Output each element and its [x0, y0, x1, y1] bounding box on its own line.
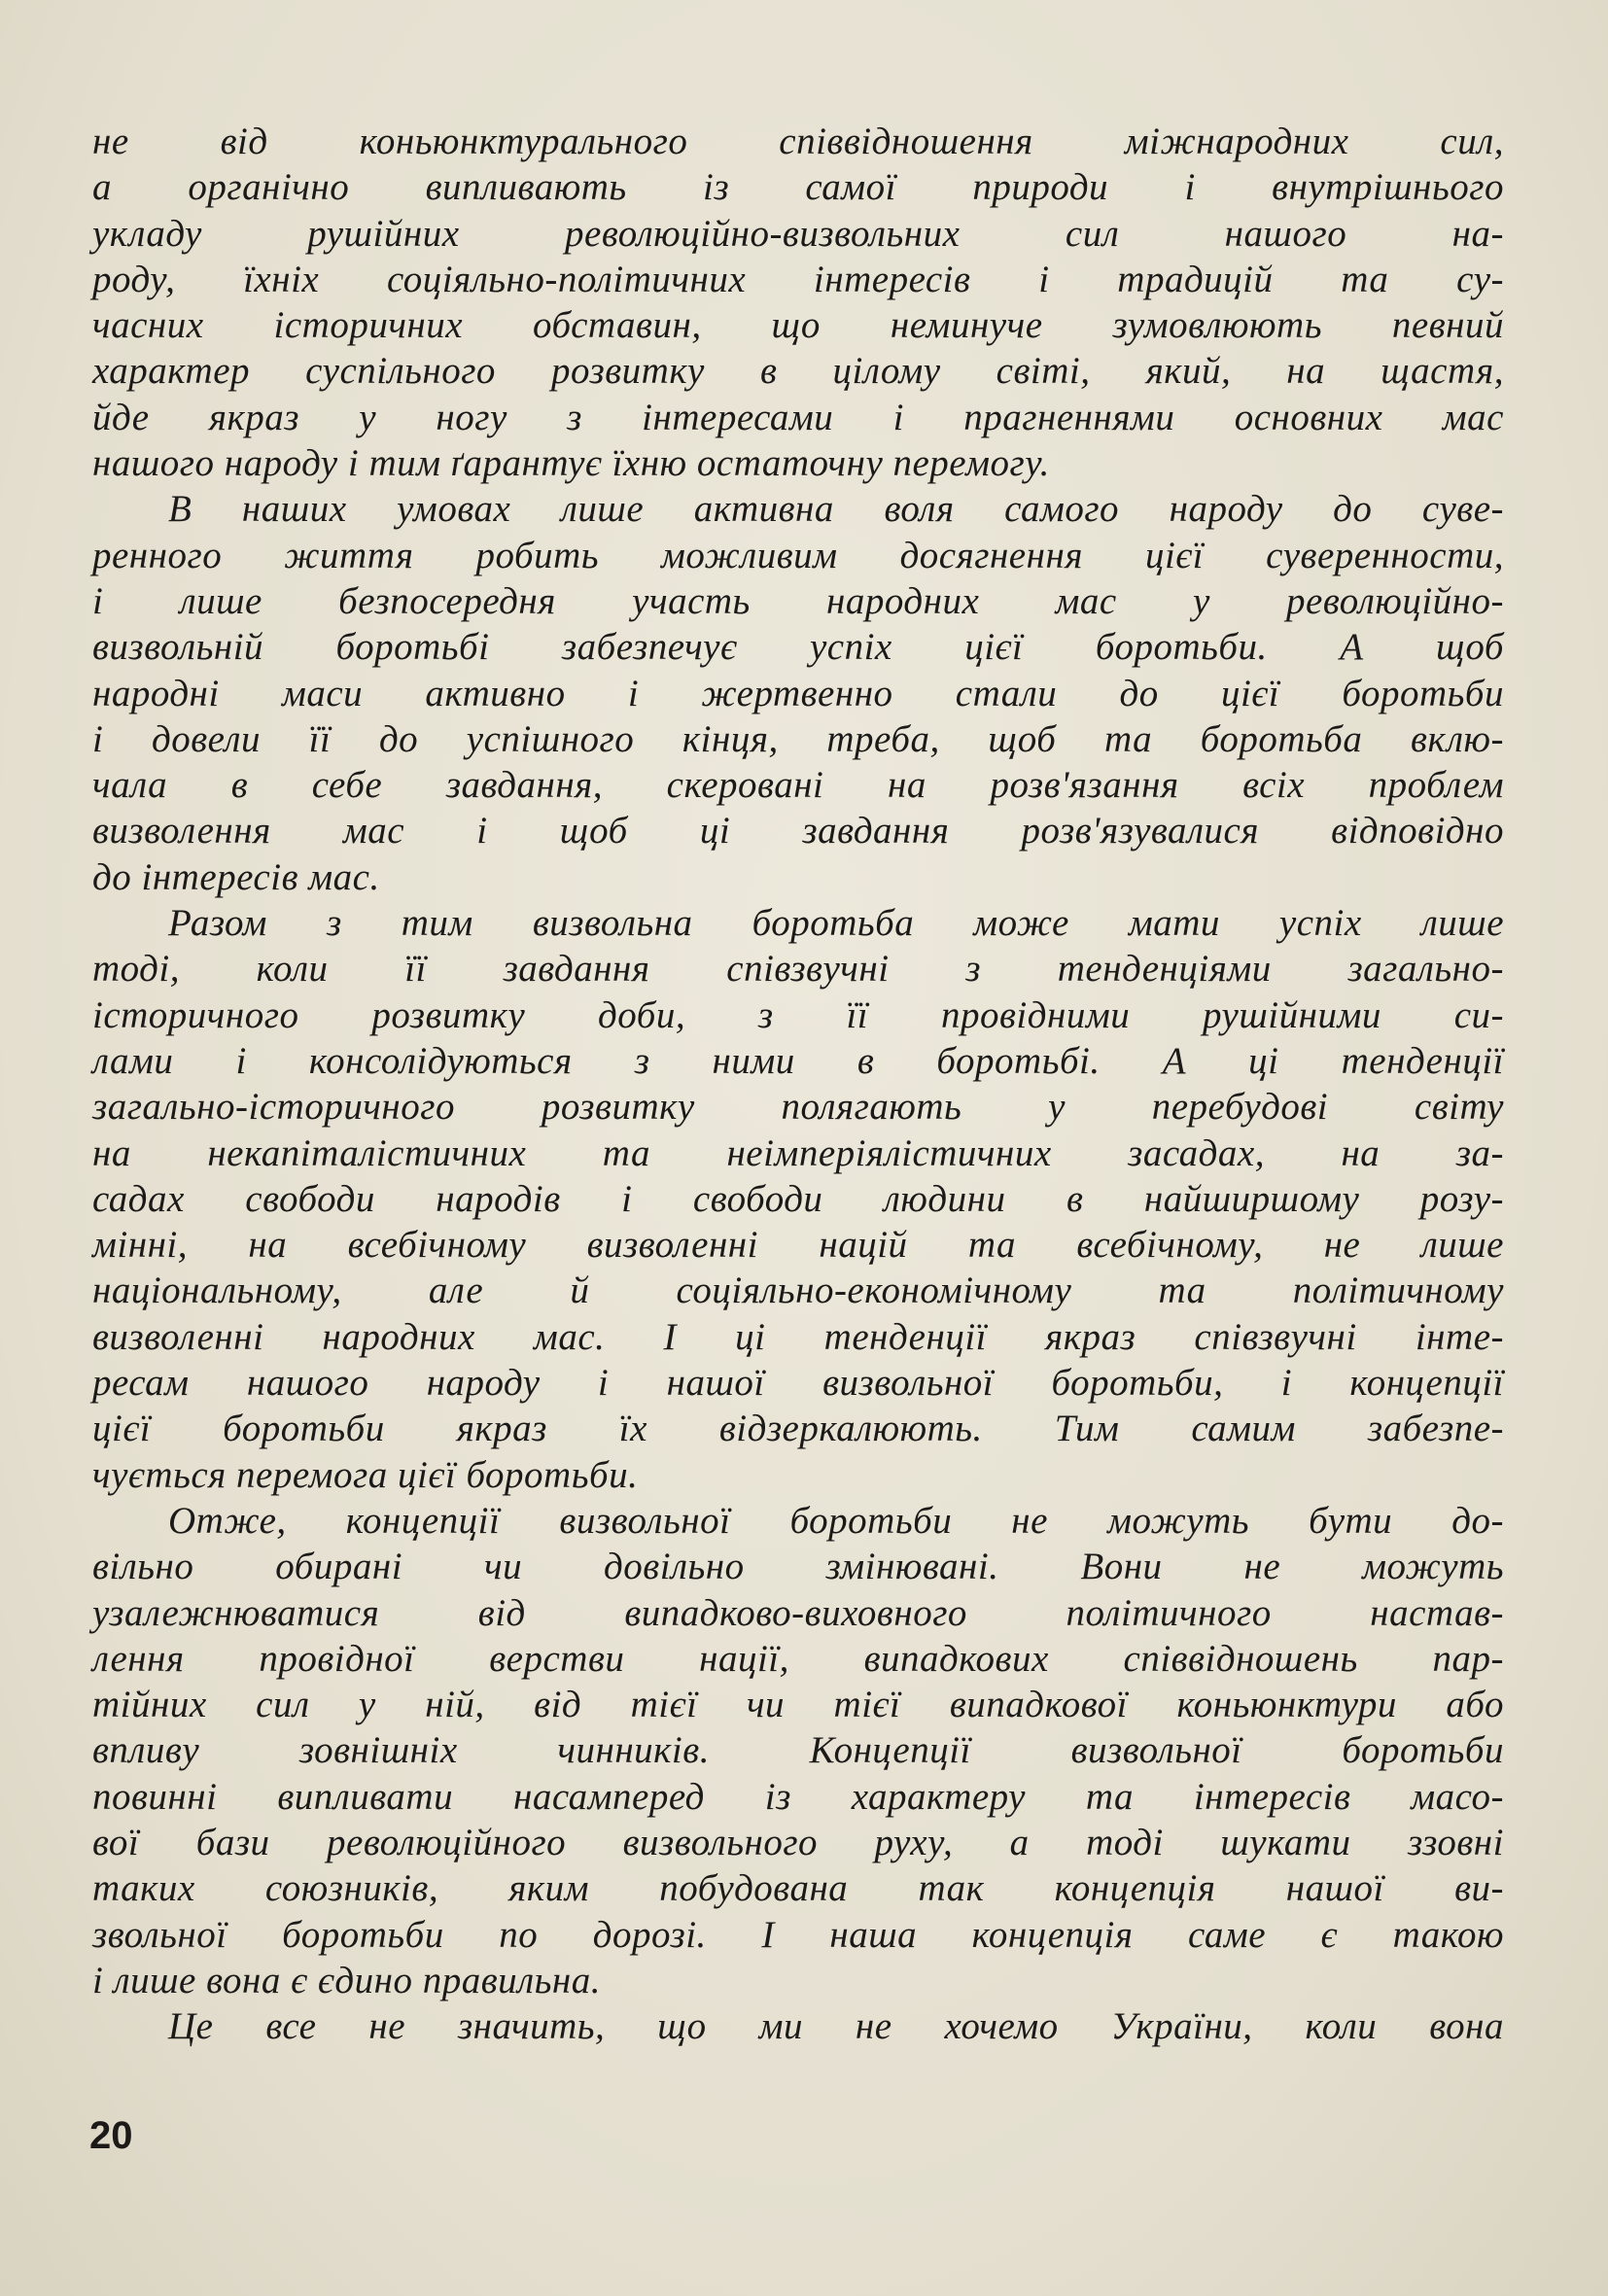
text-line: визвольній боротьбі забезпечує успіх цієї боротьби. А щоб [92, 626, 1504, 669]
text-line: характер суспільного розвитку в цілому світі, який, на щастя, [92, 350, 1504, 393]
text-line: тійних сил у ній, від тієї чи тієї випадкової коньюнктури або [92, 1684, 1504, 1726]
text-line: тоді, коли її завдання співзвучні з тенденціями загально- [92, 948, 1504, 991]
text-line: і довели її до успішного кінця, треба, щоб та боротьба вклю- [92, 717, 1504, 760]
text-line: ресам нашого народу і нашої визвольної боротьби, і концепції [92, 1362, 1504, 1405]
text-line: чала в себе завдання, скеровані на розв'язання всіх проблем [92, 764, 1504, 807]
text-line: нашого народу і тим ґарантує їхню остаточну перемогу. [92, 442, 1050, 485]
text-line: народні маси активно і жертвенно стали до цієї боротьби [92, 672, 1504, 714]
text-line: роду, їхніх соціяльно-політичних інтересів і традицій та су- [92, 258, 1504, 300]
text-line: не від коньюнктурального співвідношення міжнародних сил, [92, 121, 1504, 162]
text-line: садах свободи народів і свободи людини в найширшому розу- [92, 1177, 1504, 1220]
text-line: повинні випливати насамперед із характеру та інтересів масо- [92, 1775, 1504, 1818]
text-line: лення провідної верстви нації, випадкових співвідношень пар- [92, 1637, 1504, 1680]
text-line: укладу рушійних революційно-визвольних сил нашого на- [92, 212, 1504, 255]
text-line: визволенні народних мас. І ці тенденції якраз співзвучні інте- [92, 1315, 1504, 1358]
text-line: Разом з тим визвольна боротьба може мати успіх лише [168, 902, 1504, 945]
text-line: визволення мас і щоб ці завдання розв'язувалися відповідно [92, 810, 1504, 852]
text-line: часних історичних обставин, що неминуче зумовлюють певний [92, 304, 1504, 347]
text-line: таких союзників, яким побудована так концепція нашої ви- [92, 1867, 1504, 1910]
text-line: і лише безпосередня участь народних мас у революційно- [92, 579, 1504, 622]
text-line: лами і консолідуються з ними в боротьбі. А ці тенденції [92, 1039, 1504, 1082]
text-line: В наших умовах лише активна воля самого народу до суве- [168, 488, 1504, 531]
text-line: а органічно випливають із самої природи і внутрішнього [92, 166, 1504, 209]
text-line: звольної боротьби по дорозі. І наша концепція саме є такою [92, 1913, 1504, 1956]
paragraph [92, 486, 1504, 900]
text-line: до інтересів мас. [92, 855, 380, 898]
text-line: історичного розвитку доби, з її провідними рушійними си- [92, 993, 1504, 1036]
text-line: узалежнюватися від випадково-виховного політичного настав- [92, 1591, 1504, 1634]
text-line: загально-історичного розвитку полягають у перебудові світу [92, 1086, 1504, 1129]
text-line: вільно обирані чи довільно змінювані. Вони не можуть [92, 1546, 1504, 1588]
text-line: і лише вона є єдино правильна. [92, 1959, 601, 2001]
text-line: цієї боротьби якраз їх відзеркалюють. Тим самим забезпе- [92, 1408, 1504, 1450]
text-line: мінні, на всебічному визволенні націй та всебічному, не лише [92, 1224, 1504, 1267]
page-number: 20 [89, 2114, 133, 2157]
text-line: впливу зовнішніх чинників. Концепції визвольної боротьби [92, 1729, 1504, 1772]
text-line: на некапіталістичних та неімперіялістичних засадах, на за- [92, 1131, 1504, 1174]
text-line: національному, але й соціяльно-економічному та політичному [92, 1270, 1504, 1312]
text-line: Отже, концепції визвольної боротьби не можуть бути до- [168, 1499, 1504, 1542]
text-line: ренного життя робить можливим досягнення цієї суверенности, [92, 534, 1504, 576]
page-body-text [92, 119, 1504, 2049]
paragraph [92, 1498, 1504, 2003]
paragraph [92, 119, 1504, 486]
paragraph [92, 900, 1504, 1498]
text-line: йде якраз у ногу з інтересами і прагненнями основних мас [92, 396, 1504, 438]
paragraph [92, 2003, 1504, 2049]
text-line: вої бази революційного визвольного руху, а тоді шукати ззовні [92, 1821, 1504, 1863]
text-line: Це все не значить, що ми не хочемо України, коли вона [168, 2005, 1504, 2048]
text-line: чується перемога цієї боротьби. [92, 1453, 639, 1496]
